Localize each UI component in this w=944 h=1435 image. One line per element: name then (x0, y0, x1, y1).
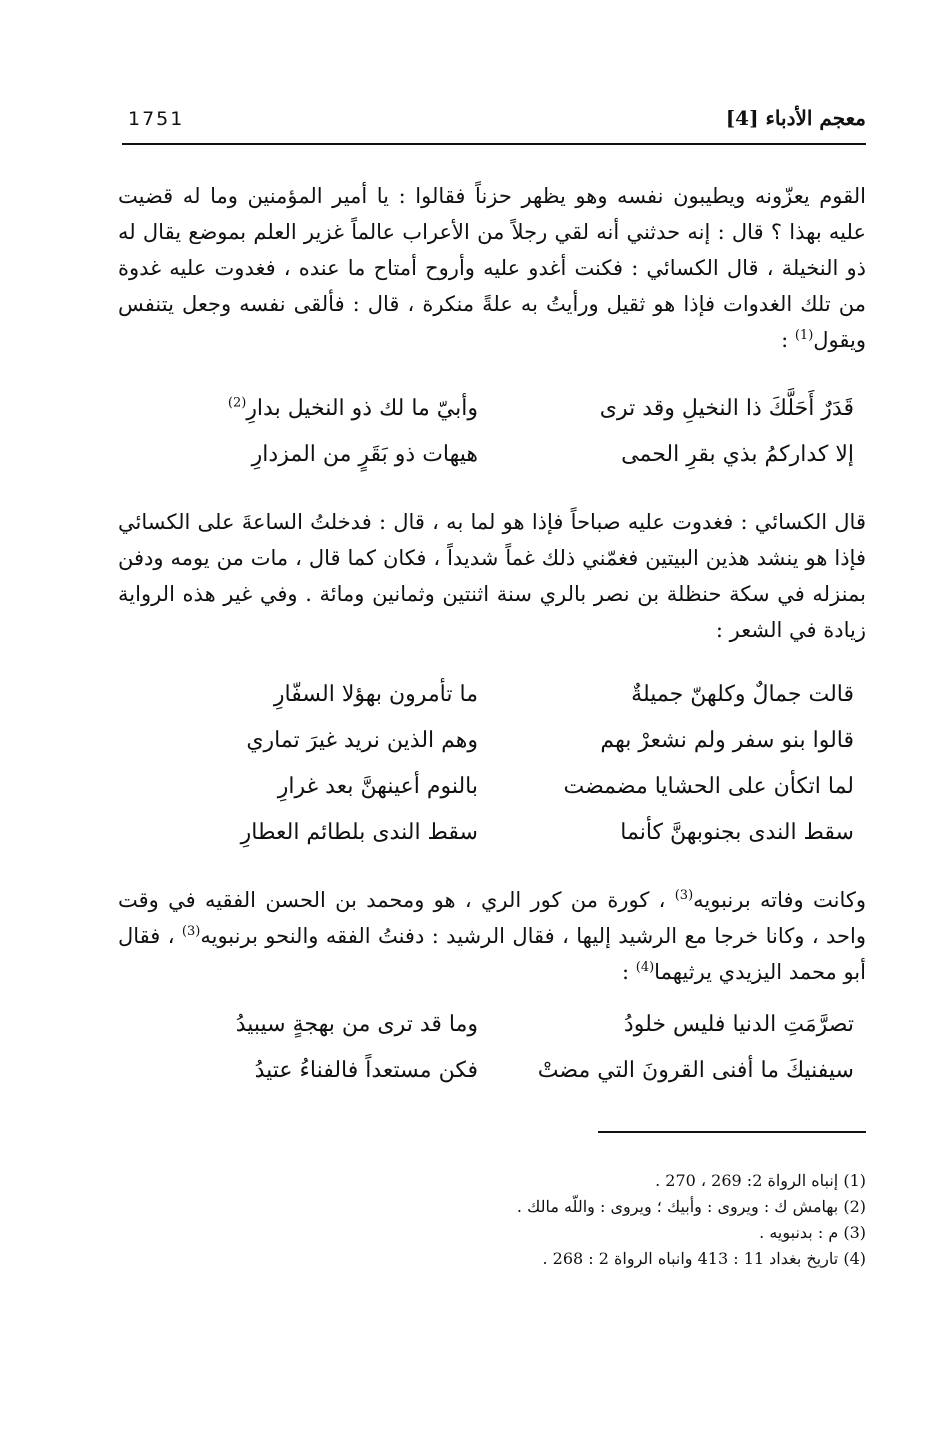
paragraph-1 (118, 178, 866, 358)
verse-line (118, 728, 866, 774)
page-number: 1751 (128, 108, 185, 130)
verse-line (118, 1058, 866, 1104)
footnote-4: (4) تاريخ بغداد 11 : 413 وانباه الرواة 2 : 268 . (542, 1249, 866, 1268)
paragraph-3-text-c: ، فقال أبو محمد اليزيدي يرثيهما (118, 924, 866, 984)
footnote-ref: (2) (227, 395, 247, 411)
verse-first-hemistich: قالوا بنو سفر ولم نشعرْ بهم (600, 728, 854, 753)
verse-second-hemistich: ما تأمرون بهؤلا السفّارِ (273, 682, 478, 707)
footnote-ref: (3) (674, 888, 694, 903)
paragraph-3-text-b: ، كورة من كور الري ، هو ومحمد بن الحسن الفقيه في وقت واحد ، وكانا خرجا مع الرشيد إليها ، فقال الرشيد : دفنتُ الفقه والنحو برنبويه (118, 888, 866, 948)
verse-first-hemistich: سقط الندى بجنوبهنَّ كأنما (620, 820, 854, 845)
verse-line (118, 682, 866, 728)
verse-block-2 (118, 682, 866, 866)
verse-first-hemistich: إلا كداركمُ بذي بقرِ الحمى (621, 442, 854, 467)
paragraph-1-text: القوم يعزّونه ويطيبون نفسه وهو يظهر حزناً فقالوا : يا أمير المؤمنين وما له قضيت عليه بهذا ؟ قال : إنه حدثني أنه لقي رجلاً من الأعراب عالماً غزير العلم بموضع يقال له ذو النخيلة ، قال الكسائي : فكنت أغدو عليه وأروح أمتاح ما عنده ، فغدوت عليه غدوة من تلك الغدوات فإذا هو ثقيل ورأيتُ به علةً منكرة ، قال : فألقى نفسه وجعل يتنفس ويقول (118, 184, 866, 352)
page-header (118, 104, 866, 138)
verse-first-hemistich: تصرَّمَتِ الدنيا فليس خلودُ (623, 1012, 854, 1037)
paragraph-3 (118, 882, 866, 990)
verse-first-hemistich: سيفنيكَ ما أفنى القرونَ التي مضتْ (537, 1058, 854, 1083)
book-title: معجم الأدباء [4] (725, 106, 866, 130)
header-rule (122, 143, 866, 145)
verse-line (118, 396, 866, 442)
paragraph-3-text-d: : (621, 960, 636, 984)
verse-line (118, 820, 866, 866)
verse-line (118, 774, 866, 820)
verse-first-hemistich: لما اتكأن على الحشايا مضمضت (563, 774, 854, 799)
footnote-ref: (4) (635, 960, 655, 975)
footnote-2: (2) بهامش ك : ويروى : وأبيك ؛ ويروى : واللّه مالك . (516, 1197, 866, 1216)
verse-line (118, 1012, 866, 1058)
verse-second-hemistich: وهم الذين نريد غيرَ تماري (246, 728, 478, 753)
verse-first-hemistich: قَدَرٌ أَحَلَّكَ ذا النخيلِ وقد ترى (599, 396, 854, 421)
footnote-3: (3) م : بدنبويه . (759, 1223, 866, 1242)
footnote-1: (1) إنباه الرواة 2: 269 ، 270 . (655, 1171, 866, 1190)
verse-text: وأبيّ ما لك ذو النخيل بدارِ (246, 396, 478, 421)
paragraph-1-end: : (781, 328, 795, 352)
verse-second-hemistich: بالنوم أعينهنَّ بعد غرارِ (277, 774, 478, 799)
verse-first-hemistich: قالت جمالٌ وكلهنّ جميلةٌ (631, 682, 854, 707)
paragraph-2: قال الكسائي : فغدوت عليه صباحاً فإذا هو لما به ، قال : فدخلتُ الساعةَ على الكسائي فإذا هو ينشد هذين البيتين فغمّني ذلك غماً شديداً ، فكان كما قال ، مات من يومه ودفن بمنزله في سكة حنظلة بن نصر بالري سنة اثنتين وثمانين ومائة . وفي غير هذه الرواية زيادة في الشعر : (118, 510, 866, 642)
footnote-ref: (1) (794, 328, 814, 343)
verse-line (118, 442, 866, 488)
footnotes (118, 1168, 866, 1272)
verse-block-1 (118, 396, 866, 488)
verse-second-hemistich: وما قد ترى من بهجةٍ سيبيدُ (235, 1012, 478, 1037)
footnote-rule (598, 1131, 866, 1133)
verse-second-hemistich: هيهات ذو بَقَرٍ من المزدارِ (251, 442, 478, 467)
paragraph-3-text-a: وكانت وفاته برنبويه (693, 888, 866, 912)
verse-second-hemistich: سقط الندى بلطائم العطارِ (240, 820, 478, 845)
footnote-ref: (3) (181, 924, 201, 939)
verse-second-hemistich: فكن مستعداً فالفناءُ عتيدُ (254, 1058, 478, 1083)
verse-second-hemistich (228, 396, 478, 421)
verse-block-3 (118, 1012, 866, 1104)
